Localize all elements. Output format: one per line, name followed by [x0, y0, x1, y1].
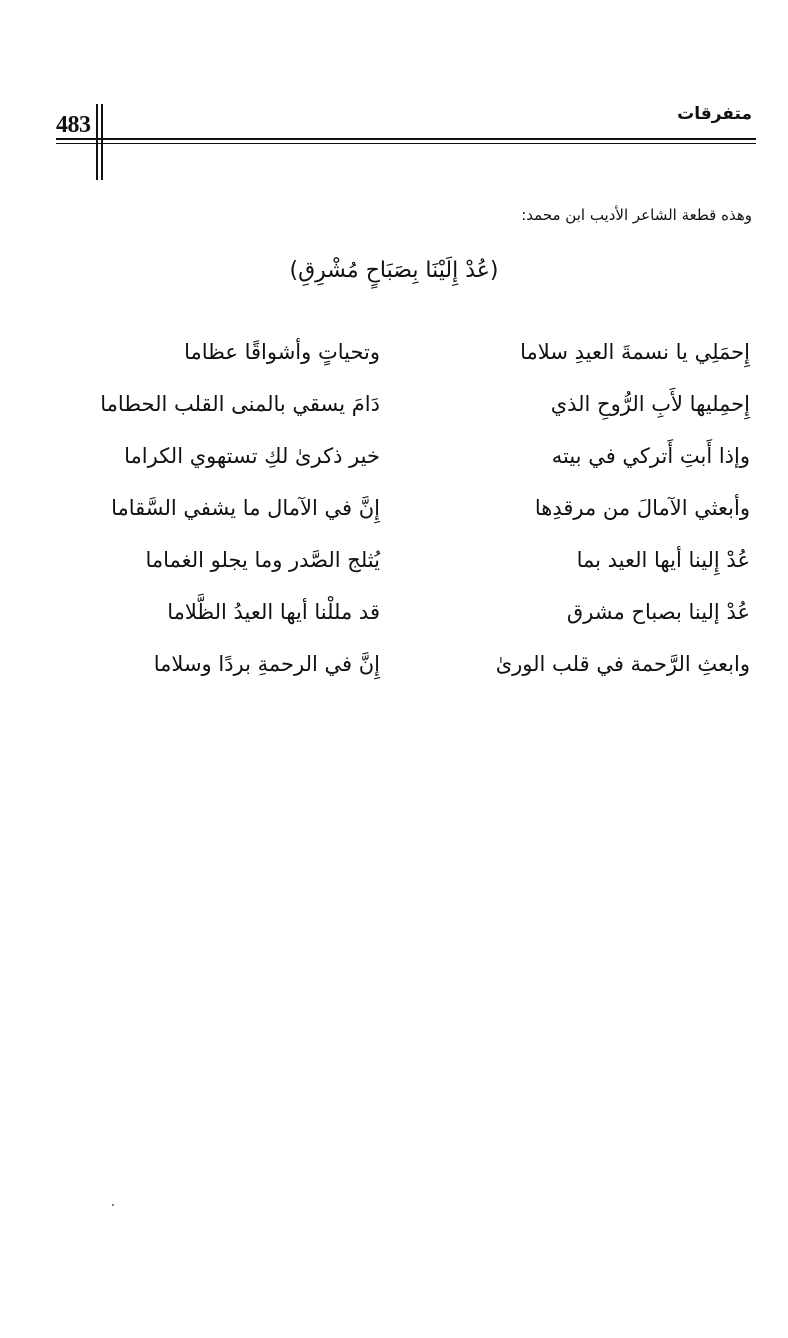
running-head: متفرقات — [677, 104, 752, 124]
poem-title: (عُدْ إِلَيْنَا بِصَبَاحٍ مُشْرِقِ) — [289, 258, 499, 283]
verse-second-hemistich: إِنَّ في الآمال ما يشفي السَّقاما — [111, 496, 380, 520]
poem — [60, 332, 750, 696]
verse-first-hemistich: إِحمِليها لأَبِ الرُّوحِ الذي — [550, 392, 750, 416]
verse-first-hemistich: عُدْ إِلينا أيها العيد بما — [576, 548, 750, 572]
verse-first-hemistich: إِحمَلِي يا نسمةَ العيدِ سلاما — [520, 340, 750, 364]
verse — [60, 436, 750, 488]
verse — [60, 488, 750, 540]
header-rule-thin — [56, 143, 756, 144]
verse-second-hemistich: خير ذكرىٰ لكِ تستهوي الكراما — [124, 444, 380, 468]
header-vertical-bar — [101, 104, 103, 180]
verse — [60, 540, 750, 592]
verse-second-hemistich: قد مللْنا أيها العيدُ الظَّلاما — [167, 600, 380, 624]
header-vertical-bar — [96, 104, 98, 180]
scan-speck — [112, 1204, 114, 1206]
verse-first-hemistich: عُدْ إلينا بصباح مشرق — [566, 600, 750, 624]
verse — [60, 592, 750, 644]
verse — [60, 644, 750, 696]
header-rule — [56, 138, 756, 140]
verse — [60, 332, 750, 384]
verse-first-hemistich: وابعثِ الرَّحمة في قلب الورىٰ — [495, 652, 750, 676]
page-number: 483 — [56, 112, 91, 138]
verse — [60, 384, 750, 436]
verse-second-hemistich: يُثلج الصَّدر وما يجلو الغماما — [145, 548, 380, 572]
verse-first-hemistich: وأبعثي الآمالَ من مرقدِها — [534, 496, 750, 520]
verse-first-hemistich: وإذا أَبتِ أَتركي في بيته — [551, 444, 750, 468]
intro-text: وهذه قطعة الشاعر الأديب ابن محمد: — [521, 206, 752, 224]
verse-second-hemistich: وتحياتٍ وأشواقًا عظاما — [184, 340, 380, 364]
verse-second-hemistich: إِنَّ في الرحمةِ بردًا وسلاما — [153, 652, 380, 676]
verse-second-hemistich: دَامَ يسقي بالمنى القلب الحطاما — [100, 392, 380, 416]
